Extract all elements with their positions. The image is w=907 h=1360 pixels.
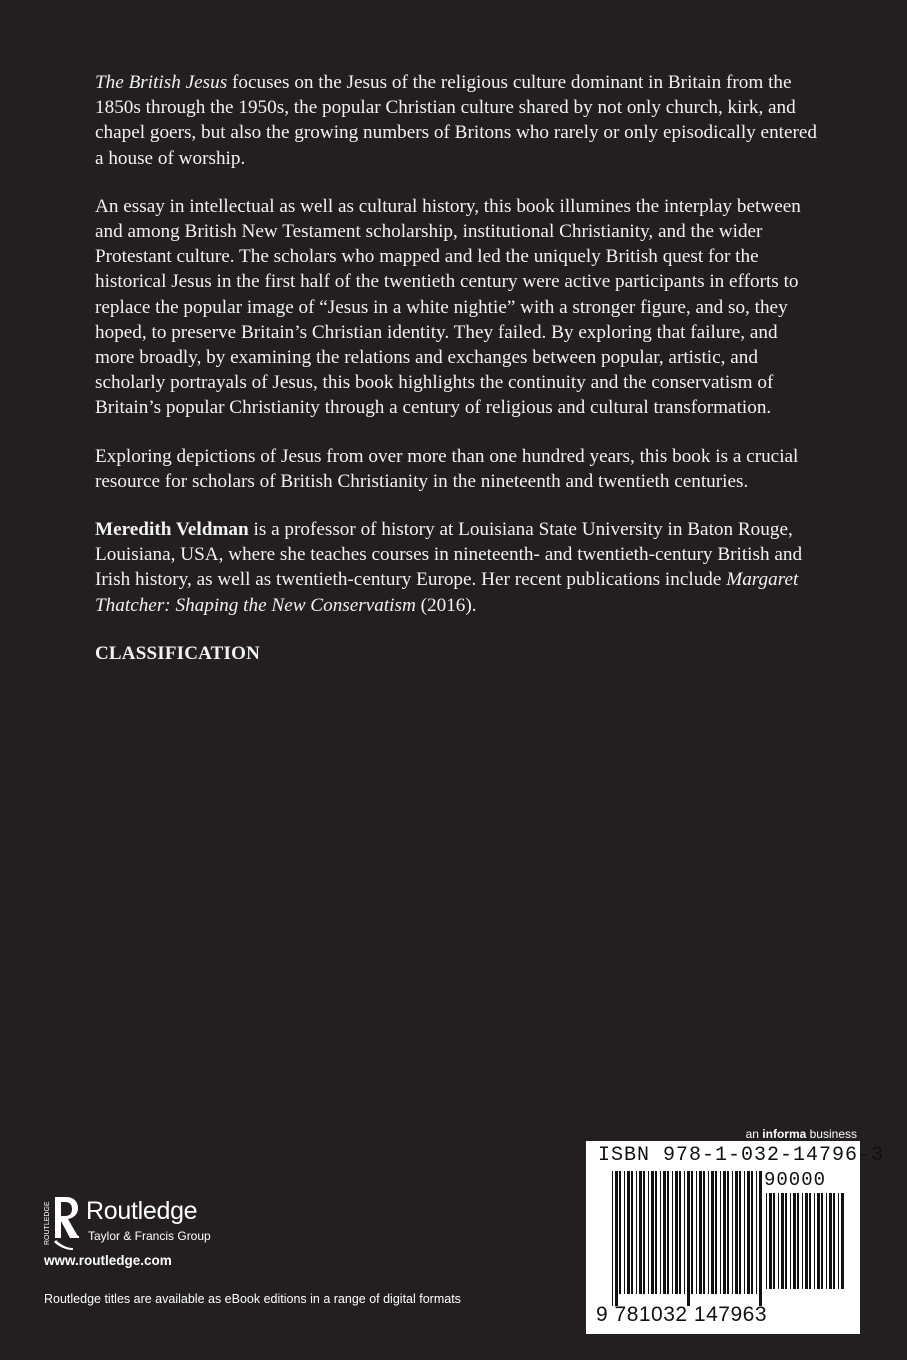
barcode-bar <box>759 1171 762 1306</box>
informa-prefix: an <box>745 1127 763 1141</box>
barcode-bar <box>708 1171 709 1294</box>
barcode-bar <box>612 1171 613 1306</box>
svg-text:ROUTLEDGE <box>44 1201 51 1245</box>
barcode-bar <box>720 1171 721 1294</box>
barcode-bar <box>627 1171 630 1294</box>
barcode-bar <box>817 1193 820 1289</box>
author-name: Meredith Veldman <box>95 519 249 541</box>
barcode-bar <box>802 1193 803 1289</box>
informa-tagline <box>746 1127 857 1141</box>
blurb-paragraph-3: Exploring depictions of Jesus from over more than one hundred years, this book is a crucial resource for scholars of British Christianity in the nineteenth and twentieth centuries. <box>95 445 799 492</box>
barcode-bar <box>797 1193 799 1289</box>
classification: CLASSIFICATION <box>95 642 261 664</box>
book-title: The British Jesus <box>95 72 228 93</box>
isbn-label: ISBN 978-1-032-14796-3 <box>598 1144 885 1167</box>
barcode-bar <box>619 1171 621 1294</box>
barcode-bar <box>696 1171 697 1294</box>
barcode-bar <box>841 1193 844 1289</box>
barcode-bar <box>809 1193 811 1289</box>
main-barcode-bars <box>612 1171 762 1306</box>
barcode-bar <box>785 1193 787 1289</box>
barcode-bar <box>751 1171 753 1294</box>
barcode-bar <box>687 1171 690 1306</box>
barcode-bar <box>624 1171 625 1294</box>
author-bio <box>95 517 820 618</box>
barcode-bar <box>814 1193 815 1289</box>
back-cover-blurb <box>95 70 820 666</box>
barcode-bar <box>793 1193 796 1289</box>
barcode-bar <box>756 1171 757 1294</box>
ebook-note: Routledge titles are available as eBook editions in a range of digital formats <box>44 1292 461 1306</box>
barcode-bar <box>651 1171 654 1294</box>
barcode-bar <box>778 1193 779 1289</box>
barcode-bar <box>703 1171 705 1294</box>
barcode-bar <box>739 1171 741 1294</box>
logo-vertical-text: ROUTLEDGE <box>44 1201 51 1245</box>
website-link[interactable]: www.routledge.com <box>44 1253 172 1268</box>
addon-barcode-bars <box>766 1193 844 1306</box>
informa-brand: informa <box>762 1127 807 1141</box>
barcode-bar <box>732 1171 733 1294</box>
author-bio-tail: (2016). <box>415 594 477 616</box>
barcode-bar <box>643 1171 645 1294</box>
barcode-bar <box>660 1171 661 1294</box>
barcode-digits: 9 781032 147963 <box>596 1303 767 1326</box>
logo-name: Routledge <box>86 1197 198 1225</box>
barcode-bar <box>699 1171 702 1294</box>
barcode-bar <box>769 1193 772 1289</box>
barcode-bar <box>826 1193 827 1289</box>
barcode-bar <box>667 1171 669 1294</box>
barcode-bar <box>679 1171 681 1294</box>
barcode-bar <box>663 1171 666 1294</box>
author-book-title: Margaret Thatcher: Shaping the New Conservatism <box>95 569 799 616</box>
barcode-bar <box>773 1193 775 1289</box>
barcode-bar <box>636 1171 637 1294</box>
barcode-bar <box>639 1171 642 1294</box>
barcode-bar <box>675 1171 678 1294</box>
barcode-bar <box>744 1171 745 1294</box>
barcode-bar <box>833 1193 835 1289</box>
author-bio-text: is a professor of history at Louisiana State University in Baton Rouge, Louisiana, USA, where she teaches courses in nineteenth- and twentieth-century British and Irish history, as well as twentieth-century Europe. Her recent publications include <box>95 519 803 591</box>
informa-suffix: business <box>806 1127 857 1141</box>
isbn-barcode <box>586 1141 885 1334</box>
barcode-bar <box>615 1171 618 1306</box>
barcode-bar <box>631 1171 633 1294</box>
barcode-bar <box>790 1193 791 1289</box>
barcode-bar <box>781 1193 784 1289</box>
logo-subtitle: Taylor & Francis Group <box>88 1229 211 1243</box>
routledge-r-icon <box>42 1195 80 1250</box>
barcode-bar <box>691 1171 693 1294</box>
price-code: 90000 <box>764 1169 827 1191</box>
barcode-bar <box>711 1171 714 1294</box>
barcode-bar <box>735 1171 738 1294</box>
barcode-bar <box>655 1171 657 1294</box>
barcode-bar <box>648 1171 649 1294</box>
blurb-paragraph-2: An essay in intellectual as well as cultural history, this book illumines the interplay between and among British New Testament scholarship, institutional Christianity, and the wider Protestant culture. The scholars who mapped and led the uniquely British quest for the historical Jesus in the first half of the twentieth century were active participants in efforts to replace the popular image of “Jesus in a white nightie” with a stronger figure, and so, they hoped, to preserve Britain’s Christian identity. They failed. By exploring that failure, and more broadly, by examining the relations and exchanges between popular, artistic, and scholarly portrayals of Jesus, this book highlights the continuity and the conservatism of Britain’s popular Christianity through a century of religious and cultural transformation. <box>95 195 801 419</box>
barcode-bar <box>684 1171 685 1294</box>
blurb-p1-text: focuses on the Jesus of the religious culture dominant in Britain from the 1850s through the 1950s, the popular Christian culture shared by not only church, kirk, and chapel goers, but also the growing numbers of Britons who rarely or only episodically entered a house of worship. <box>95 72 818 169</box>
barcode-bar <box>838 1193 839 1289</box>
barcode-bar <box>723 1171 726 1294</box>
barcode-bar <box>766 1193 767 1289</box>
barcode-bar <box>805 1193 808 1289</box>
blurb-paragraph-1 <box>95 70 820 171</box>
barcode-bar <box>829 1193 832 1289</box>
barcode-bar <box>715 1171 717 1294</box>
barcode-bar <box>821 1193 823 1289</box>
barcode-bar <box>727 1171 729 1294</box>
barcode-bar <box>747 1171 750 1294</box>
barcode-bar <box>672 1171 673 1294</box>
